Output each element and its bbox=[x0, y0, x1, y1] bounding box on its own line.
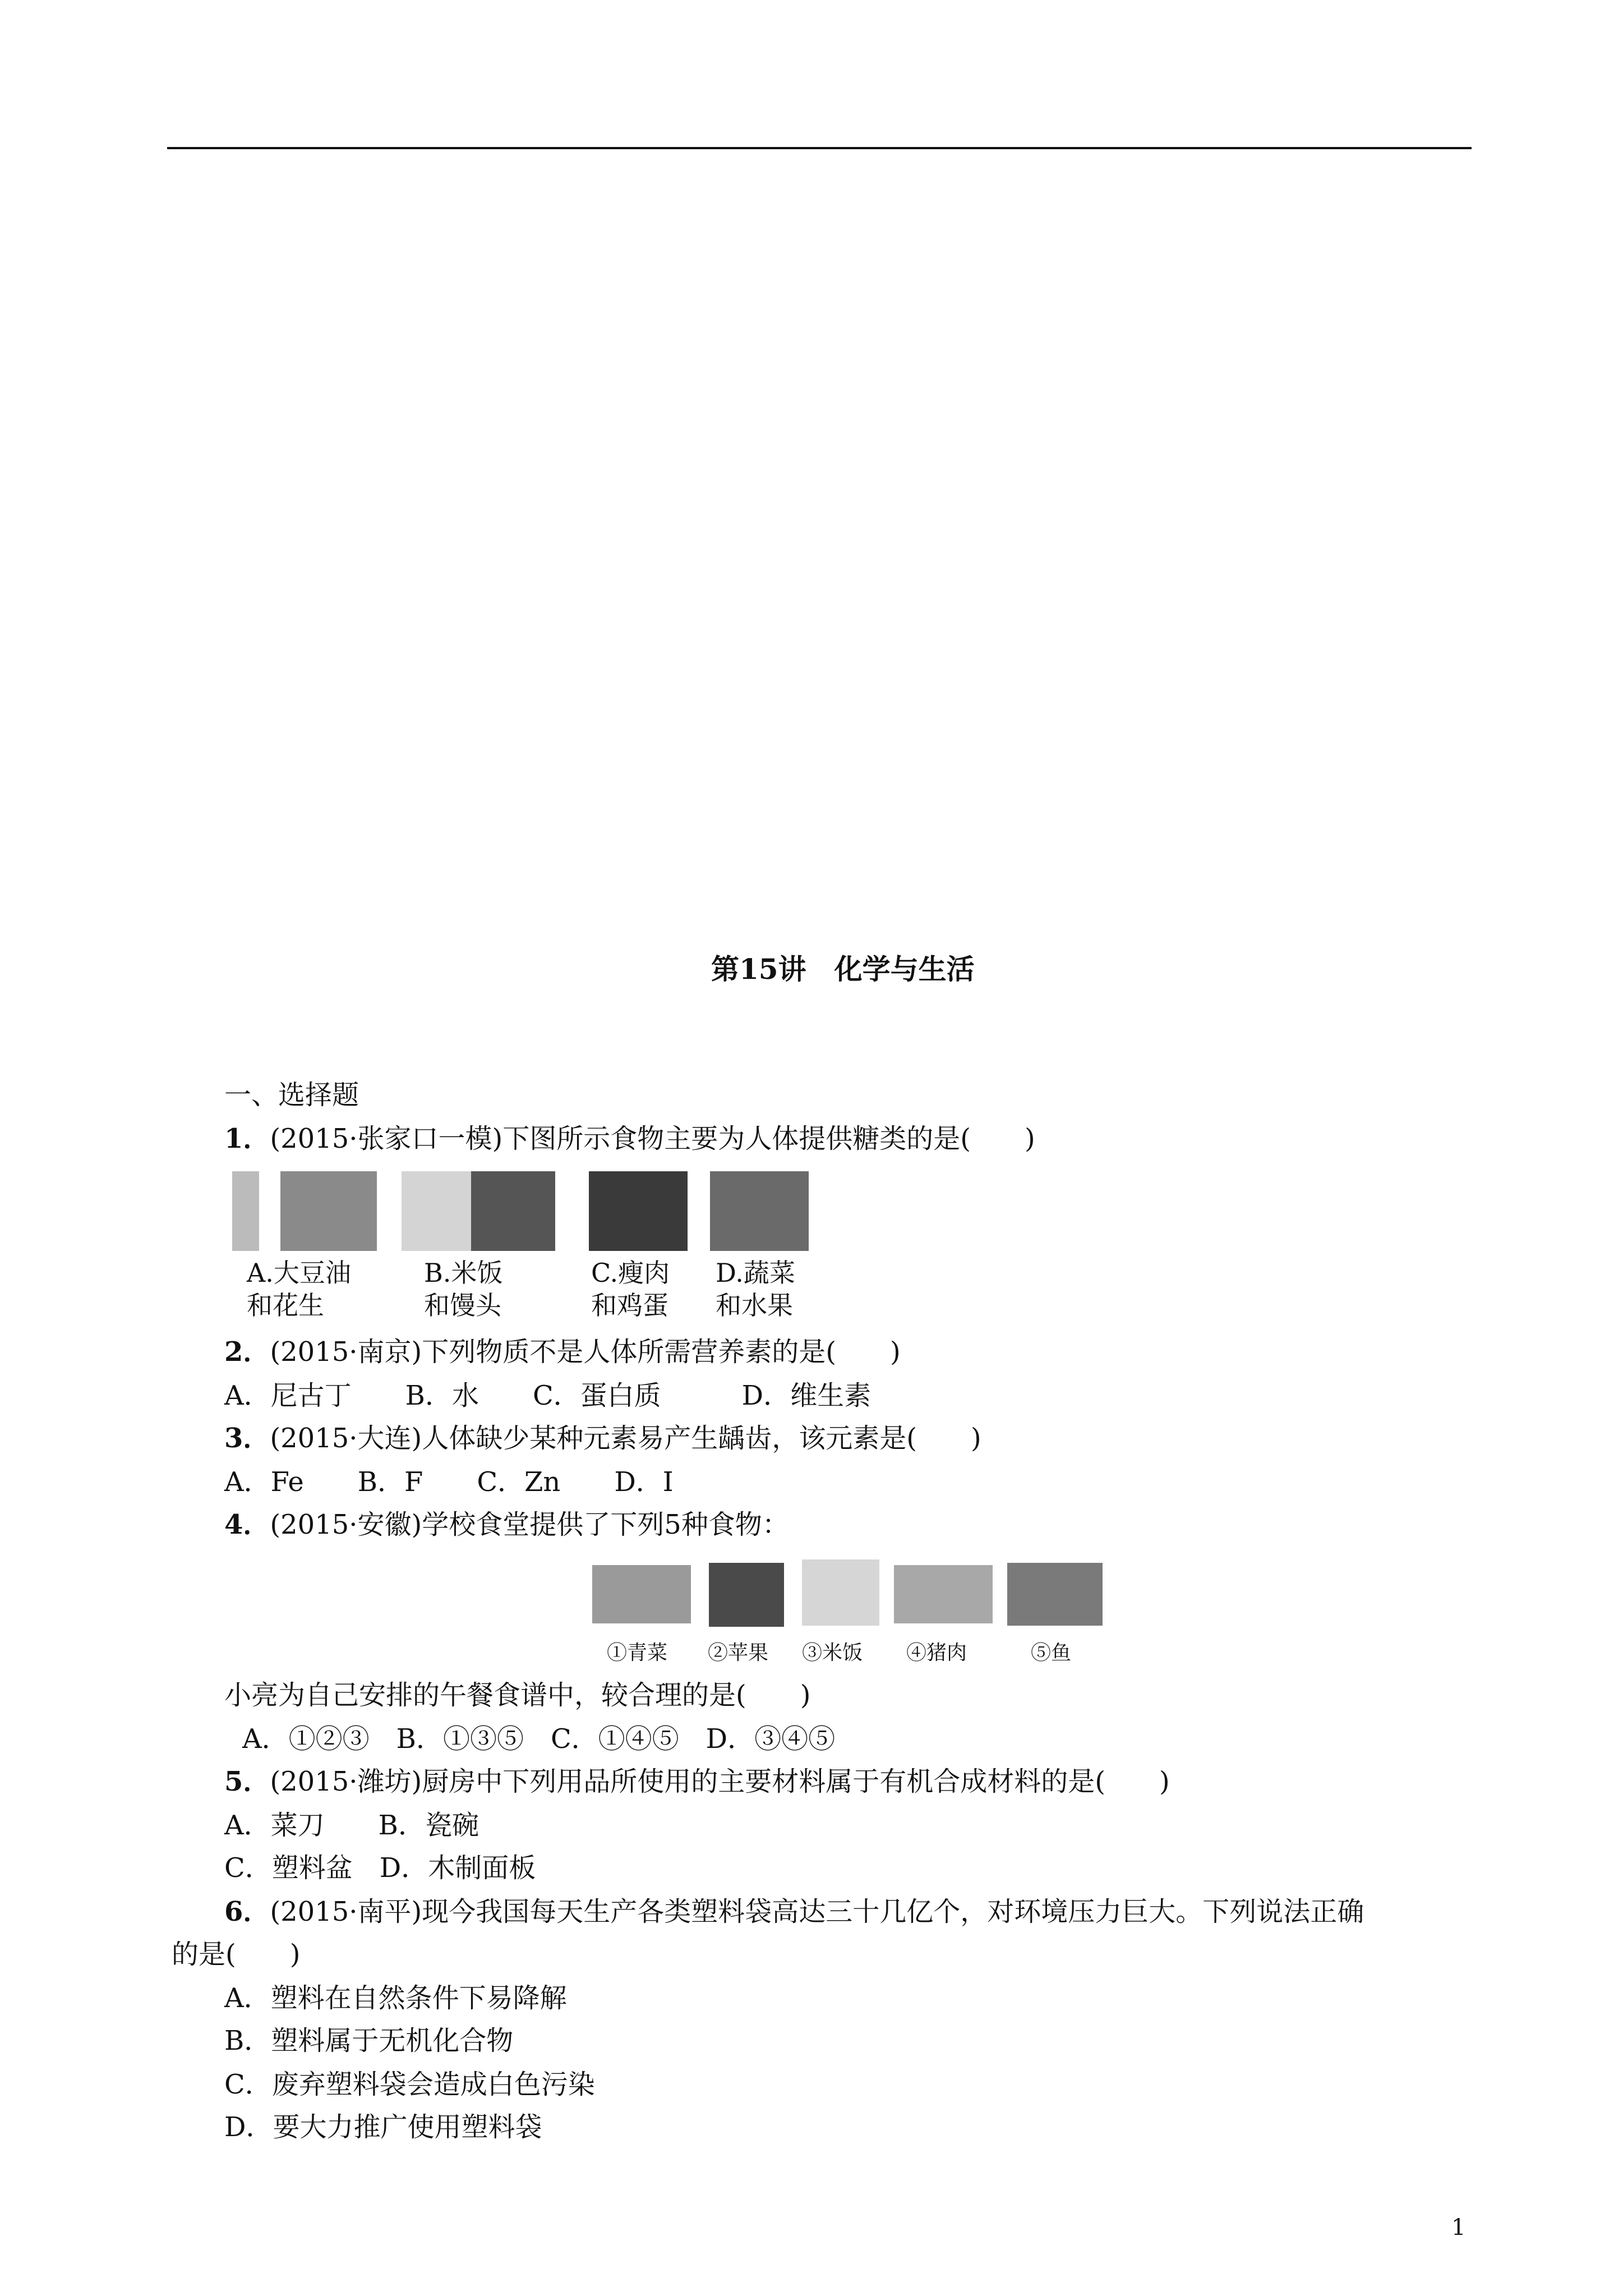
question-5-options-1: A．菜刀 B．瓷碗 bbox=[224, 1810, 479, 1841]
question-1-text: (2015·张家口一模)下图所示食物主要为人体提供糖类的是( ) bbox=[270, 1123, 1035, 1154]
question-4-options: A．①②③ B．①③⑤ C．①④⑤ D．③④⑤ bbox=[242, 1723, 836, 1755]
question-6-option-a: A．塑料在自然条件下易降解 bbox=[224, 1982, 567, 2014]
food-label-2: ②苹果 bbox=[708, 1641, 769, 1664]
section-heading: 一、选择题 bbox=[224, 1079, 359, 1111]
question-2-options: A．尼古丁 B．水 C．蛋白质 D．维生素 bbox=[224, 1380, 872, 1411]
question-6: 6．(2015·南平)现今我国每天生产各类塑料袋高达三十几亿个，对环境压力巨大。下列说法正确 bbox=[224, 1896, 1364, 1927]
question-5: 5．(2015·潍坊)厨房中下列用品所使用的主要材料属于有机合成材料的是( ) bbox=[224, 1766, 1170, 1797]
vegetables-fruit-image bbox=[710, 1171, 809, 1251]
question-4: 4．(2015·安徽)学校食堂提供了下列5种食物： bbox=[224, 1509, 789, 1540]
question-1 bbox=[224, 1125, 1035, 1152]
buns-image bbox=[402, 1171, 478, 1251]
food-label-1: ①青菜 bbox=[607, 1641, 668, 1664]
oil-bottle-image bbox=[232, 1171, 259, 1251]
food-label-3: ③米饭 bbox=[802, 1641, 863, 1664]
question-3-options: A．Fe B．F C．Zn D．I bbox=[224, 1466, 674, 1498]
question-1-number: 1． bbox=[224, 1123, 270, 1154]
q1-option-a: A.大豆油 和花生 bbox=[247, 1258, 351, 1320]
q1-option-d: D.蔬菜 和水果 bbox=[716, 1258, 795, 1320]
food-label-5: ⑤鱼 bbox=[1031, 1641, 1072, 1664]
page-title: 第15讲 化学与生活 bbox=[711, 953, 975, 986]
rice-image bbox=[802, 1559, 879, 1626]
rice-bowl-image bbox=[471, 1171, 555, 1251]
question-2: 2．(2015·南京)下列物质不是人体所需营养素的是( ) bbox=[224, 1336, 901, 1368]
meat-eggs-image bbox=[589, 1171, 688, 1251]
fish-image bbox=[1007, 1563, 1103, 1626]
header-rule bbox=[167, 147, 1472, 149]
q1-option-b: B.米饭 和馒头 bbox=[424, 1258, 503, 1320]
question-6-cont: 的是( ) bbox=[172, 1939, 301, 1970]
food-label-4: ④猪肉 bbox=[906, 1641, 967, 1664]
question-6-option-c: C．废弃塑料袋会造成白色污染 bbox=[224, 2069, 595, 2100]
peanuts-image bbox=[280, 1171, 377, 1251]
question-4-prompt: 小亮为自己安排的午餐食谱中，较合理的是( ) bbox=[224, 1680, 811, 1711]
q1-option-c: C.瘦肉 和鸡蛋 bbox=[591, 1258, 670, 1320]
pork-image bbox=[894, 1565, 993, 1623]
page-number: 1 bbox=[1451, 2215, 1466, 2240]
greens-image bbox=[592, 1565, 691, 1623]
apples-image bbox=[709, 1563, 784, 1627]
question-6-option-d: D．要大力推广使用塑料袋 bbox=[224, 2111, 542, 2143]
question-3: 3．(2015·大连)人体缺少某种元素易产生龋齿，该元素是( ) bbox=[224, 1423, 981, 1454]
question-6-option-b: B．塑料属于无机化合物 bbox=[224, 2025, 514, 2056]
question-5-options-2: C．塑料盆 D．木制面板 bbox=[224, 1852, 536, 1884]
